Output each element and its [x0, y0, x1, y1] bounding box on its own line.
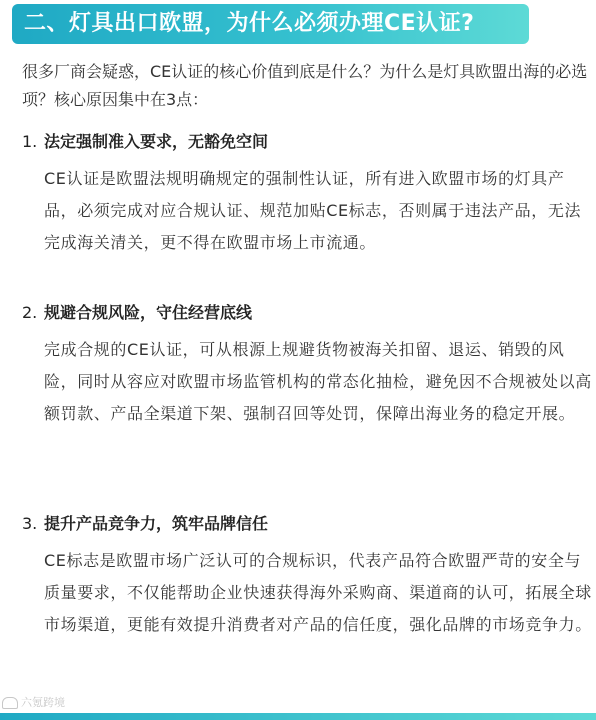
reason-number: 3.: [22, 514, 38, 533]
reason-heading: [22, 511, 588, 537]
watermark: [2, 694, 65, 710]
reason-item-3: [22, 511, 592, 641]
reason-title: 法定强制准入要求，无豁免空间: [44, 132, 269, 151]
reason-body: CE认证是欧盟法规明确规定的强制性认证，所有进入欧盟市场的灯具产品，必须完成对应合规认证、规范加贴CE标志，否则属于违法产品，无法完成海关清关，更不得在欧盟市场上市流通。: [44, 169, 582, 252]
reason-heading: [22, 129, 588, 155]
reason-body: CE标志是欧盟市场广泛认可的合规标识，代表产品符合欧盟严苛的安全与质量要求，不仅能帮助企业快速获得海外采购商、渠道商的认可，拓展全球市场渠道，更能有效提升消费者对产品的信任度，强化品牌的市场竞争力。: [44, 551, 592, 634]
reason-number: 1.: [22, 132, 38, 151]
watermark-logo-icon: [2, 697, 18, 709]
reason-number: 2.: [22, 303, 38, 322]
intro-paragraph: 很多厂商会疑惑，CE认证的核心价值到底是什么？为什么是灯具欧盟出海的必选项？核心原因集中在3点：: [22, 62, 588, 109]
reason-item-2: [22, 300, 592, 430]
section-title: 二、灯具出口欧盟，为什么必须办理CE认证?: [24, 11, 475, 36]
section-title-banner: [12, 4, 529, 44]
reason-title: 规避合规风险，守住经营底线: [44, 303, 253, 322]
bottom-accent-bar: [0, 713, 596, 720]
reason-item-1: [22, 129, 588, 259]
reason-body: 完成合规的CE认证，可从根源上规避货物被海关扣留、退运、销毁的风险，同时从容应对欧盟市场监管机构的常态化抽检，避免因不合规被处以高额罚款、产品全渠道下架、强制召回等处罚，保障出海业务的稳定开展。: [44, 340, 592, 423]
reason-title: 提升产品竞争力，筑牢品牌信任: [44, 514, 269, 533]
watermark-text: 六氪跨境: [21, 696, 65, 709]
reason-heading: [22, 300, 588, 326]
